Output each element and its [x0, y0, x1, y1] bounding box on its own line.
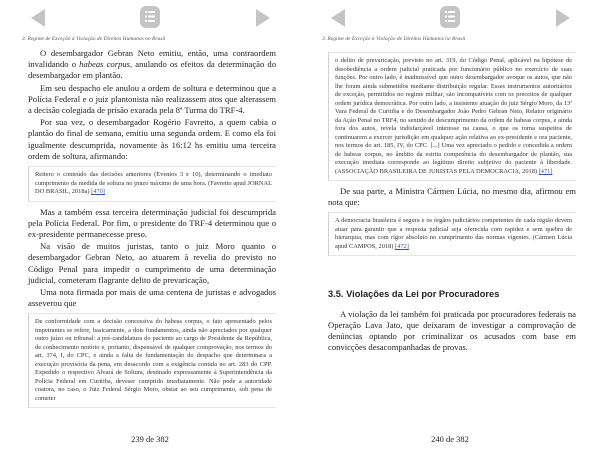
block-quote — [328, 212, 576, 256]
paragraph: Na visão de muitos juristas, tanto o juiz Moro quanto o desembargador Gebran Neto, ao atuarem à revelia do previsto no Código Penal para impedir o cumprimento de uma determinação judicial, cometeram flagrante delito de prevaricação, — [28, 241, 276, 285]
running-head: 3. Regime de Exceção à Violação de Direitos Humanos no Brasil — [322, 36, 466, 42]
prev-page-button[interactable] — [30, 8, 46, 28]
paragraph-part: , anulando os efeitos da determinação do desembargador em plantão. — [28, 59, 276, 81]
quote-text: Reitero o conteúdo das decisões anteriores (Eventos 3 e 10), determinando o imediato cumprimento da medida de soltura no prazo máximo de uma hora. (Favretto apud JORNAL DO BRASIL, 2018a) — [35, 171, 272, 196]
triangle-left-icon — [30, 8, 46, 28]
list-menu-icon — [445, 11, 455, 22]
footnote-link[interactable]: [472] — [395, 242, 409, 250]
next-page-button[interactable] — [555, 8, 571, 28]
paragraph: Mas a também essa terceira determinação judicial foi descumprida pela Polícia Federal. Por fim, o presidente do TRF-4 determinou que o ex-presidente permanecesse preso. — [28, 206, 276, 239]
spacer — [328, 261, 576, 275]
block-quote — [328, 52, 576, 181]
prev-page-button[interactable] — [330, 8, 346, 28]
right-body-text — [328, 52, 576, 354]
block-quote — [28, 313, 276, 408]
quote-text: o delito de prevaricação, previsto no art. 319, do Código Penal, aplicável na hipótese de desobediência a ordem judicial praticada por funcionário público no exercício de suas funções. Por outro lado, é inadmissível que outro desembargador avoque os autos, que não lhe foram ainda submetidos mediante distribuição regular. Esses instrumentos autoritários de exceção, permitidos no regime militar, são incompatíveis com os preceitos de qualquer ordem jurídica democrática. Por outro lado, a insistente atuação do juiz Sérgio Moro, da 13ª Vara Federal de Curitiba e do Desembargador João Pedro Gebran Neto, Relator originário da Ação Penal no TRF4, no sentido de descumprimento da ordem de habeas corpus, e ainda fora dos autos, revela indisfarçável interesse na causa, o que os torna suspeitos de continuarem a exercer jurisdição em qualquer ação relativa ao ex-presidente e ora paciente, nos termos do art. 185, IV, do CPC. [...] Uma vez apreciado o pedido e concedida a ordem de habeas corpus, no âmbito da estrita competência do desembargador de plantão, sua execução imediata corresponde ao legítimo direito subjetivo do paciente à liberdade. (ASSOCIAÇÃO BRASILEIRA DE JURISTAS PELA DEMOCRACIA, 2018) — [335, 57, 572, 175]
paragraph-part: O desembargador Gebran Neto emitiu, então, uma contraordem invalidando o — [28, 48, 276, 70]
section-heading: 3.5. Violações da Lei por Procuradores — [328, 289, 500, 300]
right-nav-bar — [300, 0, 600, 34]
quote-text: A democracia brasileira é segura e os órgãos judiciários competentes de cada região devem atuar para garantir que a resposta judicial seja oferecida com rapidez e sem quebra de hierarquia, mas com rigor absoluto no cumprimento das normas vigentes. (Cármen Lúcia apud CAMPOS, 2018) — [335, 217, 572, 250]
quote-text: De conformidade com a decisão concessiva do habeas corpus, o fato apresentado pelos impetrantes se refere, basicamente, a dois fundamentos, ainda não apreciados por qualquer outro juízo ou tribunal: a pré-candidatura do paciente ao cargo de Presidente da República, de conhecimento notório e, portanto, dispensável de qualquer comprovação, nos termos do art. 374, I, do CPC, e ainda a falta de fundamentação do despacho que determinara a execução provisória da pena, em desacordo com a exigência contida no art. 283 do CPP. Expedido o respectivo Alvará de Soltura, destinado expressamente à Superintendência da Polícia Federal em Curitiba, deveser cumprido imediatamente. Não pode a autoridade coatora, no caso, o Juiz Federal Sérgio Moro, obstar ao seu cumprimento, sob pena de cometer — [35, 318, 272, 402]
paragraph: Em seu despacho ele anulou a ordem de soltura e determinou que a Polícia Federal e o juiz plantonista não realizassem atos que alterassem a decisão colegiada de prisão exarada pela 8ª Turma do TRF-4. — [28, 82, 276, 116]
triangle-right-icon — [555, 8, 571, 28]
menu-button[interactable] — [140, 6, 160, 28]
paragraph — [28, 48, 276, 82]
running-head: 3. Regime de Exceção à Violação de Direitos Humanos no Brasil — [22, 36, 166, 42]
triangle-left-icon — [330, 8, 346, 28]
footnote-link[interactable]: [470] — [91, 188, 105, 196]
triangle-right-icon — [255, 8, 271, 28]
left-nav-bar — [0, 0, 300, 34]
italic-term: habeas corpus — [79, 59, 131, 70]
next-page-button[interactable] — [255, 8, 271, 28]
paragraph: Uma nota firmada por mais de uma centena de juristas e advogados asseverou que — [28, 286, 276, 309]
menu-button[interactable] — [440, 6, 460, 28]
list-menu-icon — [145, 11, 155, 22]
paragraph: De sua parte, a Ministra Cármen Lúcia, no mesmo dia, afirmou em nota que: — [328, 186, 576, 208]
paragraph: A violação da lei também foi praticada por procuradores federais na Operação Lava Jato, que deixaram de investigar a comprovação de denúncias optando por criminalizar os acusados com base em convicções desacompanhadas de provas. — [328, 308, 576, 353]
right-page — [300, 0, 600, 450]
page-number: 239 de 382 — [131, 434, 169, 444]
left-body-text — [28, 48, 276, 413]
paragraph: Por sua vez, o desembargador Rogério Favretto, a quem cabia o plantão do final de semana, emitiu uma segunda ordem. E como ela foi igualmente descumprida, novamente às 16:12 hs emitiu uma terceira ordem de soltura, afirmando: — [28, 117, 276, 161]
block-quote — [28, 166, 276, 202]
page-number: 240 de 382 — [431, 434, 469, 444]
footnote-link[interactable]: [471] — [538, 167, 553, 175]
